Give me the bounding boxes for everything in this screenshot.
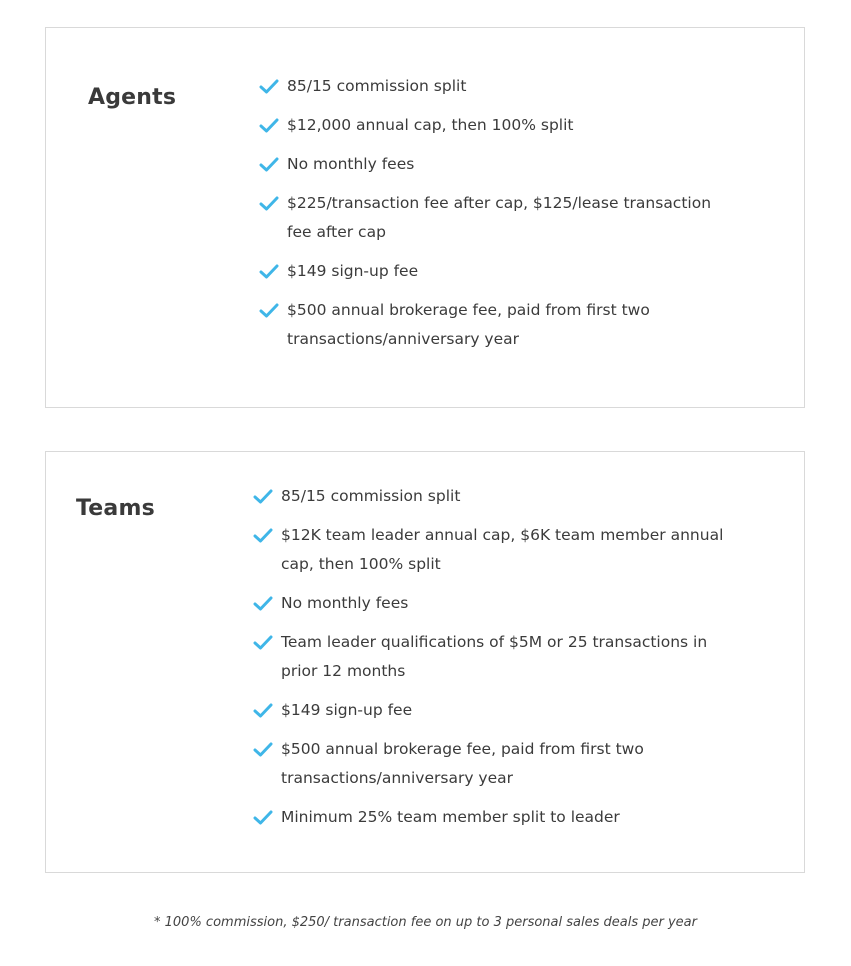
- feature-text: 85/15 commission split: [281, 487, 461, 505]
- agents-title: Agents: [88, 85, 177, 110]
- feature-item: [253, 482, 733, 511]
- feature-text: No monthly fees: [287, 155, 415, 173]
- feature-text: $12,000 annual cap, then 100% split: [287, 116, 574, 134]
- check-icon: [259, 78, 279, 95]
- agents-card: [45, 27, 805, 408]
- feature-text: 85/15 commission split: [287, 77, 467, 95]
- check-icon: [259, 302, 279, 319]
- teams-feature-list: [253, 482, 733, 842]
- feature-item: [253, 735, 733, 793]
- teams-title: Teams: [76, 496, 155, 521]
- check-icon: [259, 263, 279, 280]
- feature-text: Minimum 25% team member split to leader: [281, 808, 620, 826]
- feature-text: Team leader qualifications of $5M or 25 transactions in prior 12 months: [281, 633, 708, 680]
- check-icon: [253, 702, 273, 719]
- feature-text: No monthly fees: [281, 594, 409, 612]
- feature-item: [253, 696, 733, 725]
- feature-item: [253, 628, 733, 686]
- feature-item: [259, 296, 729, 354]
- feature-text: $500 annual brokerage fee, paid from first two transactions/anniversary year: [281, 740, 644, 787]
- feature-item: [259, 72, 729, 101]
- feature-item: [259, 111, 729, 140]
- check-icon: [253, 595, 273, 612]
- check-icon: [253, 809, 273, 826]
- check-icon: [259, 156, 279, 173]
- footnote: * 100% commission, $250/ transaction fee on up to 3 personal sales deals per year: [154, 915, 697, 930]
- feature-text: $225/transaction fee after cap, $125/lease transaction fee after cap: [287, 194, 712, 241]
- feature-item: [259, 150, 729, 179]
- check-icon: [253, 527, 273, 544]
- teams-card: [45, 451, 805, 873]
- feature-text: $149 sign-up fee: [281, 701, 413, 719]
- feature-item: [259, 257, 729, 286]
- feature-item: [253, 521, 733, 579]
- agents-feature-list: [259, 72, 729, 364]
- feature-text: $500 annual brokerage fee, paid from first two transactions/anniversary year: [287, 301, 650, 348]
- feature-item: [259, 189, 729, 247]
- feature-text: $149 sign-up fee: [287, 262, 419, 280]
- check-icon: [253, 634, 273, 651]
- check-icon: [259, 117, 279, 134]
- check-icon: [259, 195, 279, 212]
- feature-text: $12K team leader annual cap, $6K team member annual cap, then 100% split: [281, 526, 724, 573]
- feature-item: [253, 589, 733, 618]
- check-icon: [253, 488, 273, 505]
- check-icon: [253, 741, 273, 758]
- feature-item: [253, 803, 733, 832]
